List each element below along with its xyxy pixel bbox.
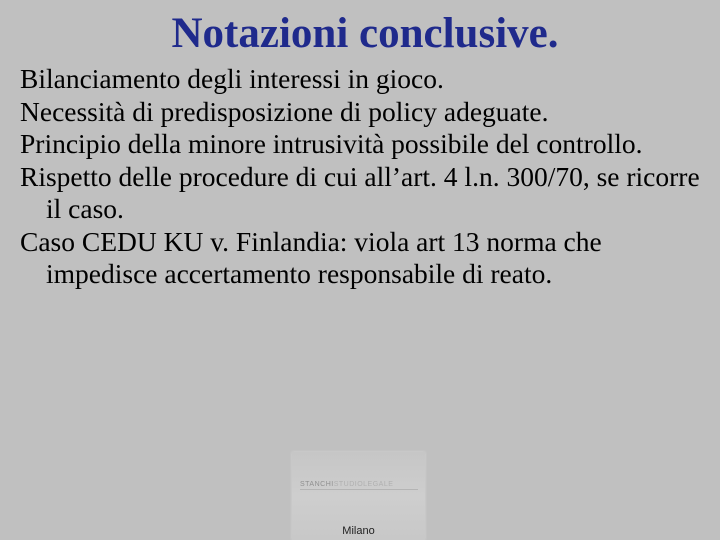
bullet-item: Caso CEDU KU v. Finlandia: viola art 13 norma che impedisce accertamento responsabile di reato. (20, 225, 602, 289)
firm-logo (292, 452, 425, 540)
firm-logo-name-part2: STUDIOLEGALE (333, 481, 394, 488)
bullet-item: Bilanciamento degli interessi in gioco. (20, 63, 444, 94)
bullet-list (20, 63, 710, 291)
firm-logo-city: Milano (342, 525, 375, 537)
firm-logo-wordmark (300, 481, 418, 490)
slide-title: Notazioni conclusive. (171, 10, 559, 57)
firm-logo-name-part1: STANCHI (300, 481, 334, 488)
bullet-item: Necessità di predisposizione di policy adeguate. (20, 95, 549, 127)
bullet-item: Principio della minore intrusività possibile del controllo. (20, 128, 643, 159)
bullet-item: Rispetto delle procedure di cui all’art. 4 l.n. 300/70, se ricorre il caso. (20, 160, 700, 224)
